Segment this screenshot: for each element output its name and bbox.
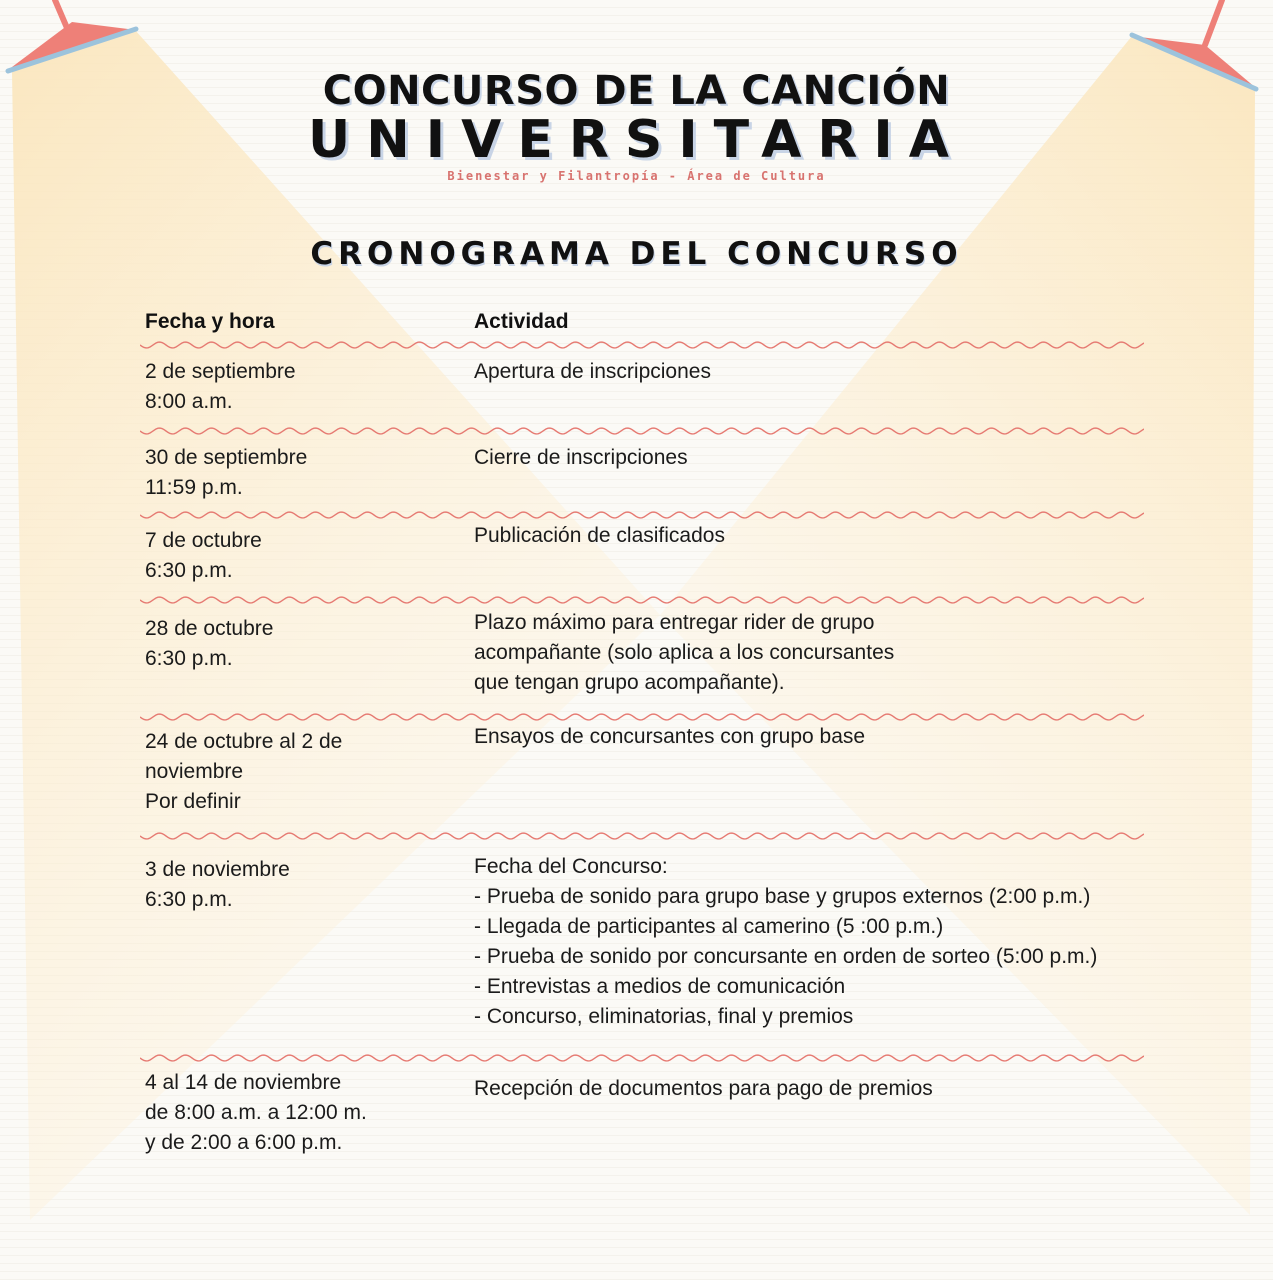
row-date: 24 de octubre al 2 de noviembre Por definir: [145, 730, 343, 813]
poster-title-line1: CONCURSO DE LA CANCIÓN: [322, 68, 951, 114]
row-date: 28 de octubre 6:30 p.m.: [145, 617, 274, 670]
row-activity: Cierre de inscripciones: [474, 446, 688, 469]
row-activity: Recepción de documentos para pago de premios: [474, 1077, 933, 1100]
row-activity: Fecha del Concurso: - Prueba de sonido para grupo base y grupos externos (2:00 p.m.) - Llegada de participantes al camerino (5 :00 p.m.) - Prueba de sonido por concursante en orden de sorteo (5:00 p.m.) - Entrevistas a medios de comunicación - Concurso, eliminatorias, final y premios: [474, 855, 1098, 1028]
row-activity: Apertura de inscripciones: [474, 360, 711, 383]
row-date: 3 de noviembre 6:30 p.m.: [145, 858, 290, 911]
row-divider: [140, 338, 1144, 352]
poster-title-line2: UNIVERSITARIA: [307, 110, 965, 170]
row-divider: [140, 424, 1144, 438]
row-date: 30 de septiembre 11:59 p.m.: [145, 446, 308, 499]
row-activity: Publicación de clasificados: [474, 524, 725, 547]
row-date: 7 de octubre 6:30 p.m.: [145, 529, 262, 582]
row-date: 2 de septiembre 8:00 a.m.: [145, 360, 296, 413]
section-title: CRONOGRAMA DEL CONCURSO: [310, 236, 963, 272]
row-activity: Plazo máximo para entregar rider de grupo acompañante (solo aplica a los concursantes que tengan grupo acompañante).: [474, 611, 895, 694]
poster-subtitle: Bienestar y Filantropía - Área de Cultura: [447, 169, 826, 183]
row-divider: [140, 593, 1144, 607]
header-activity: Actividad: [474, 310, 569, 333]
row-divider: [140, 508, 1144, 522]
row-divider: [140, 829, 1144, 843]
row-date: 4 al 14 de noviembre de 8:00 a.m. a 12:00 m. y de 2:00 a 6:00 p.m.: [145, 1071, 367, 1154]
header-date: Fecha y hora: [145, 310, 275, 333]
row-activity: Ensayos de concursantes con grupo base: [474, 725, 866, 748]
row-divider: [140, 1051, 1144, 1065]
